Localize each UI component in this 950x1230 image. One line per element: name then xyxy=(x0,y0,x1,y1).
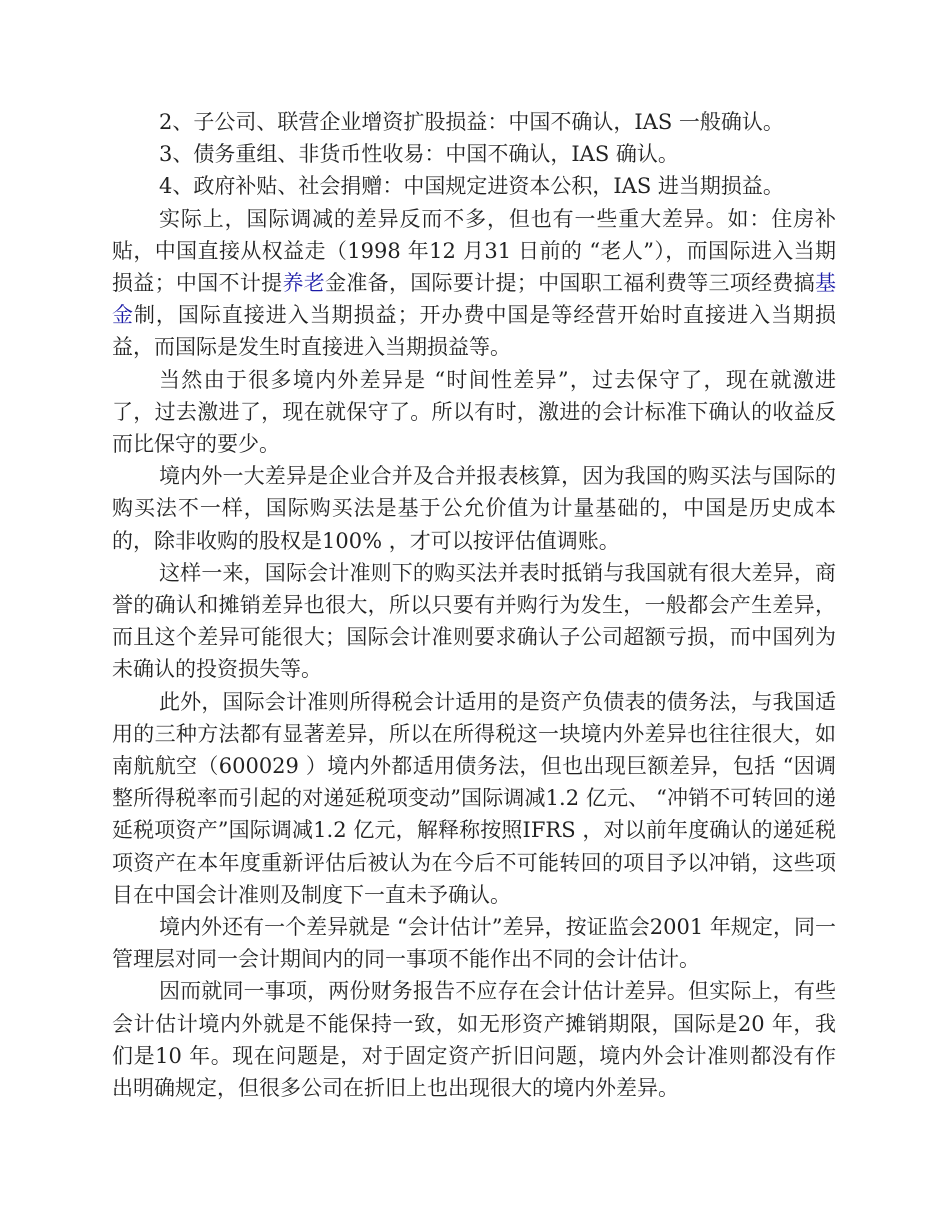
paragraph-depreciation: 因而就同一事项，两份财务报告不应存在会计估计差异。但实际上，有些会计估计境内外就是不能保持一致，如无形资产摊销期限，国际是20 年，我们是10 年。现在问题是，对于固定资产折旧问题，境内外会计准则都没有作出明确规定，但很多公司在折旧上也出现很大的境内外差异。 xyxy=(112,979,836,1101)
paragraph-equity-gains: 2、子公司、联营企业增资扩股损益：中国不确认，IAS 一般确认。 xyxy=(159,110,784,134)
link-pension[interactable]: 养老 xyxy=(282,271,326,296)
paragraph-accounting-estimates: 境内外还有一个差异就是 “会计估计”差异，按证监会2001 年规定，同一管理层对同一会计期间内的同一事项不能作出不同的会计估计。 xyxy=(112,915,836,972)
paragraph-government-subsidy: 4、政府补贴、社会捐赠：中国规定进资本公积，IAS 进当期损益。 xyxy=(159,174,784,199)
paragraph-text: 金准备，国际要计提；中国职工福利费等三项经费搞 xyxy=(325,271,816,296)
paragraph-timing-differences: 当然由于很多境内外差异是 “时间性差异”，过去保守了，现在就激进了，过去激进了，现在就保守了。所以有时，激进的会计标准下确认的收益反而比保守的要少。 xyxy=(112,367,836,457)
paragraph-income-tax: 此外，国际会计准则所得税会计适用的是资产负债表的债务法，与我国适用的三种方法都有显著差异，所以在所得税这一块境内外差异也往往很大，如南航航空（600029 ）境内外都适用债务法，但也出现巨额差异，包括 “因调整所得税率而引起的对递延税项变动”国际调减1.2 亿元、 “冲销不可转回的递延税项资产”国际调减1.2 亿元，解释称按照IFRS ，对以前年度确认的递延税项资产在本年度重新评估后被认为在今后不可能转回的项目予以冲销，这些项目在中国会计准则及制度下一直未予确认。 xyxy=(112,689,836,907)
paragraph-text: 制，国际直接进入当期损益；开办费中国是等经营开始时直接进入当期损益，而国际是发生时直接进入当期损益等。 xyxy=(112,303,836,360)
document-body xyxy=(112,106,836,1104)
paragraph-text: 实际上，国际调减的差异反而不多，但也有一些重大差异。如：住房补贴，中国直接从权益走（1998 年12 月31 日前的 “老人”），而国际进入当期损益；中国不计提 xyxy=(112,206,836,296)
paragraph-debt-restructuring: 3、债务重组、非货币性收易：中国不确认，IAS 确认。 xyxy=(159,142,679,167)
link-fund[interactable]: 基金 xyxy=(112,271,837,328)
paragraph-major-differences xyxy=(112,203,836,364)
paragraph-purchase-method: 这样一来，国际会计准则下的购买法并表时抵销与我国就有很大差异，商誉的确认和摊销差异也很大，所以只要有并购行为发生，一般都会产生差异，而且这个差异可能很大；国际会计准则要求确认子公司超额亏损，而中国列为未确认的投资损失等。 xyxy=(112,560,836,682)
paragraph-business-combination: 境内外一大差异是企业合并及合并报表核算，因为我国的购买法与国际的购买法不一样，国际购买法是基于公允价值为计量基础的，中国是历史成本的，除非收购的股权是100% ，才可以按评估值调账。 xyxy=(112,464,836,553)
